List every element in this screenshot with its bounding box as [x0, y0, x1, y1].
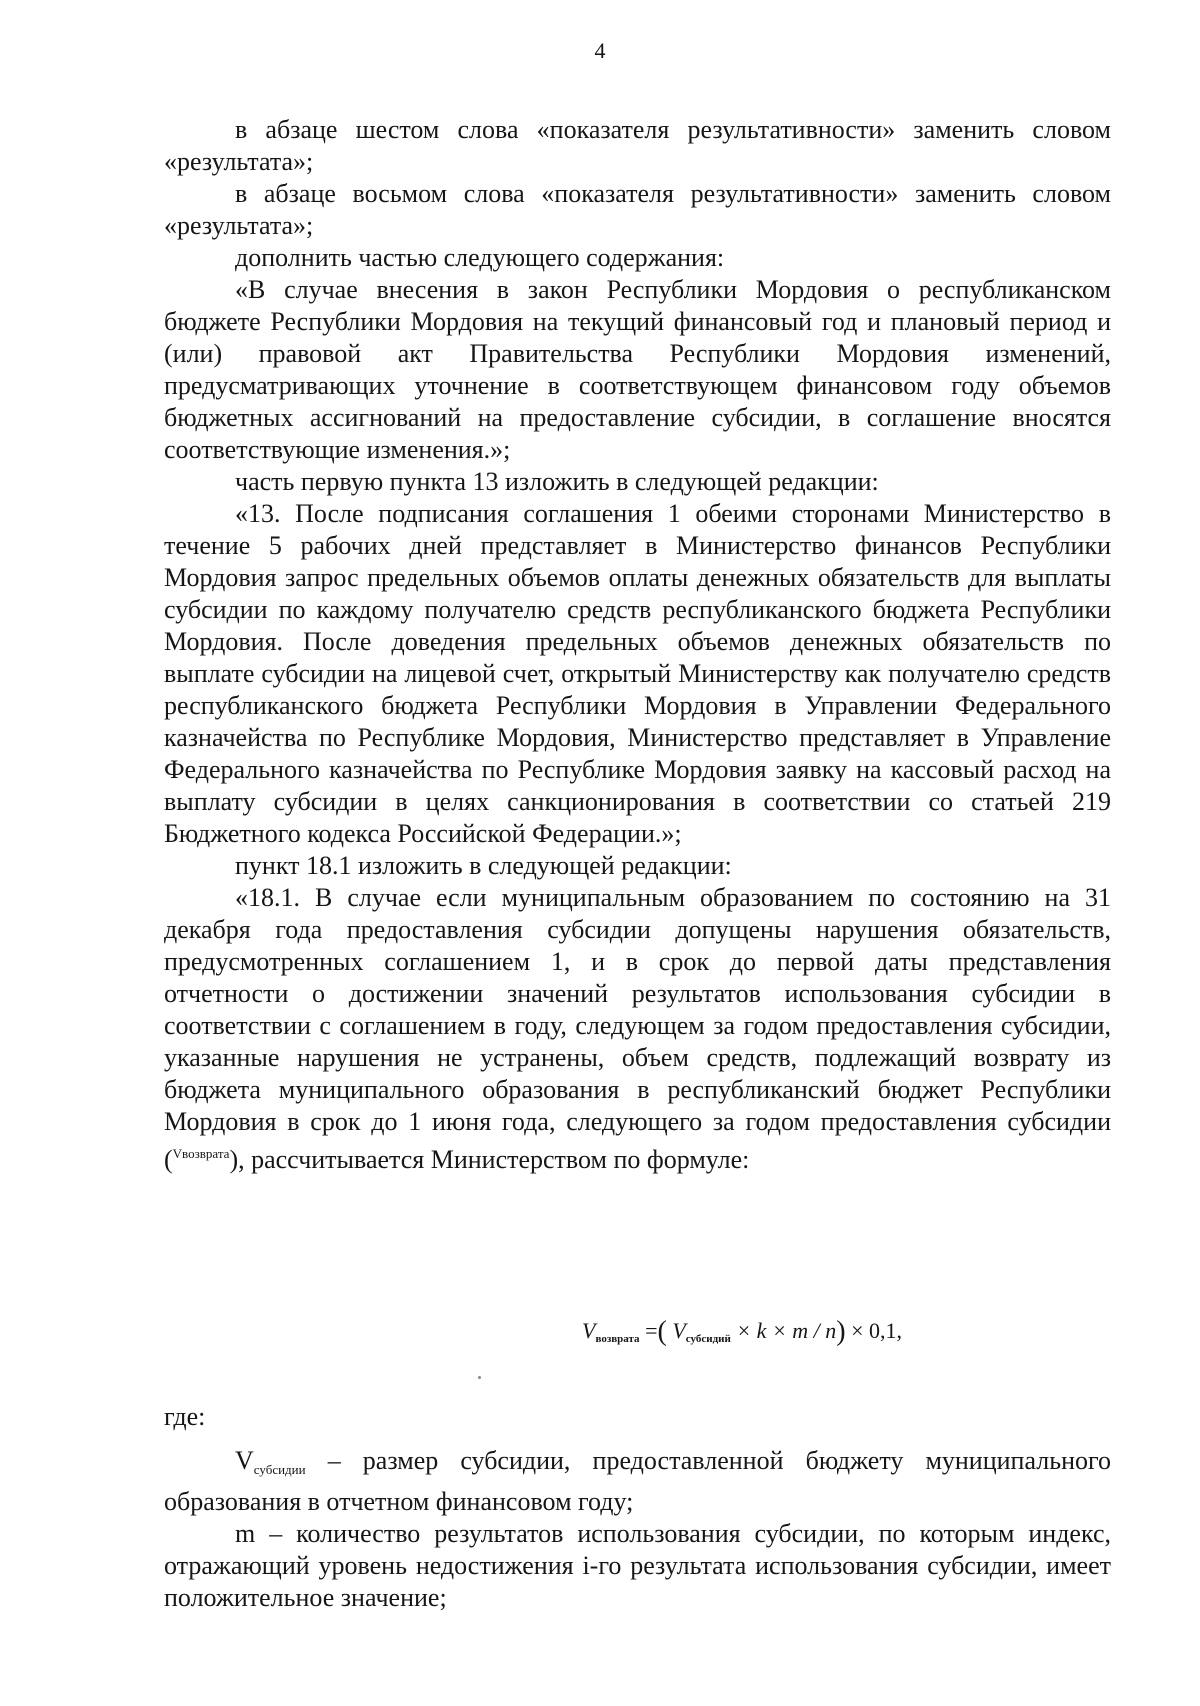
formula-close-paren: ) — [836, 1316, 846, 1347]
definition-text: – размер субсидии, предоставленной бюджету муниципального образования в отчетном финансовом году; — [164, 1446, 1111, 1516]
definition-symbol: m — [235, 1519, 256, 1548]
formula-trailing: , — [896, 1318, 903, 1343]
paragraph: пункт 18.1 изложить в следующей редакции: — [235, 851, 732, 880]
definition-m — [164, 1518, 1111, 1614]
formula-term-subscript: субсидий — [685, 1333, 731, 1345]
definition-subscript: субсидии — [253, 1462, 306, 1477]
formula-term-symbol: V — [672, 1318, 686, 1343]
formula-lhs-symbol: V — [582, 1318, 596, 1343]
paragraph: в абзаце шестом слова «показателя результативности» заменить словом «результата»; — [164, 115, 1111, 176]
formula-multiplier: × 0,1 — [851, 1318, 897, 1343]
definition-symbol: V — [235, 1446, 254, 1475]
document-body — [164, 114, 1111, 1176]
paragraph-18-1-text: «18.1. В случае если муниципальным образованием по состоянию на 31 декабря года предоставления субсидии допущены нарушения обязательств, предусмотренных соглашением 1, и в срок до первой даты представления отчетности о достижении значений результатов использования субсидии в соответствии с соглашением в году, следующем за годом предоставления субсидии, указанные нарушения не устранены, объем средств, подлежащий возврату из бюджета муниципального образования в республиканский бюджет Республики Мордовия в срок до 1 июня года, следующего за годом предоставления субсидии ( — [164, 883, 1111, 1174]
paragraph-18-1 — [164, 882, 1111, 1176]
where-label: где: — [164, 1402, 206, 1431]
scan-speck — [478, 1376, 481, 1379]
definitions-block — [164, 1401, 1111, 1614]
definition-v-subsidy — [164, 1445, 1111, 1518]
return-formula — [582, 1317, 902, 1353]
paragraph: «В случае внесения в закон Республики Мордовия о республиканском бюджете Республики Мордовия на текущий финансовый год и плановый период и (или) правовой акт Правительства Республики Мордовия изменений, предусматривающих уточнение в соответствующем финансовом году объемов бюджетных ассигнований на предоставление субсидии, в соглашение вносятся соответствующие изменения.»; — [164, 275, 1111, 464]
formula-open-paren: ( — [657, 1316, 667, 1347]
definition-text: – количество результатов использования субсидии, по которым индекс, отражающий уровень недостижения i-го результата использования субсидии, имеет положительное значение; — [164, 1519, 1111, 1612]
formula-rest: × k × m / n — [736, 1318, 837, 1343]
paragraph: дополнить частью следующего содержания: — [235, 243, 725, 272]
paragraph: «13. После подписания соглашения 1 обеими сторонами Министерство в течение 5 рабочих дней представляет в Министерство финансов Республики Мордовия запрос предельных объемов оплаты денежных обязательств для выплаты субсидии по каждому получателю средств республиканского бюджета Республики Мордовия. После доведения предельных объемов денежных обязательств по выплате субсидии на лицевой счет, открытый Министерству как получателю средств республиканского бюджета Республики Мордовия в Управлении Федерального казначейства по Республике Мордовия, Министерство представляет в Управление Федерального казначейства по Республике Мордовия заявку на кассовый расход на выплату субсидии в целях санкционирования в соответствии со статьей 219 Бюджетного кодекса Российской Федерации.»; — [164, 499, 1111, 848]
return-volume-variable: Vвозврата — [172, 1146, 230, 1161]
paragraph-18-1-tail: ), рассчитывается Министерством по формуле: — [229, 1145, 750, 1174]
paragraph: часть первую пункта 13 изложить в следующей редакции: — [235, 467, 879, 496]
formula-lhs-subscript: возврата — [595, 1333, 640, 1345]
formula-equals: = — [645, 1318, 658, 1343]
page-number: 4 — [594, 38, 606, 63]
paragraph: в абзаце восьмом слова «показателя результативности» заменить словом «результата»; — [164, 179, 1111, 240]
